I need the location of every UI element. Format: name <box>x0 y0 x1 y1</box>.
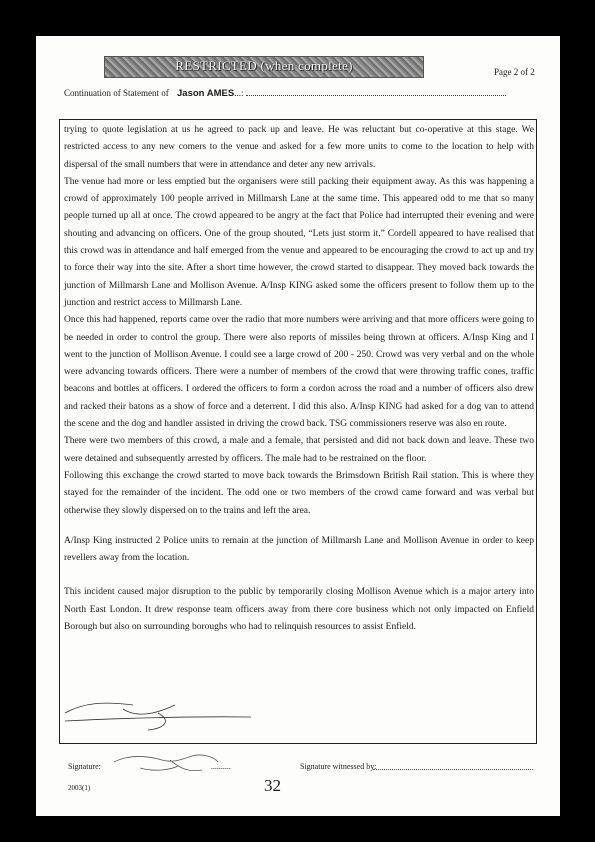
paragraph: This incident caused major disruption to the public by temporarily closing Mollison Avenue which is a major artery into North East London. It drew response team officers away from there core business which not only impacted on Enfield Borough but also on surrounding boroughs who had to relinquish resources to assist Enfield. <box>64 587 534 633</box>
statement-body <box>64 122 534 636</box>
handwritten-signature <box>110 748 220 774</box>
continuation-label: Continuation of Statement of <box>64 88 169 98</box>
paragraph: trying to quote legislation at us he agreed to pack up and leave. He was reluctant but co-operative at this stage. We restricted access to any new comers to the venue and asked for a few more units to come to the location to help with dispersal of the small numbers that were in attendance and deter any new arrivals. <box>64 125 534 170</box>
signature-label: Signature: <box>68 762 101 771</box>
paragraph: Once this had happened, reports came over the radio that more numbers were arriving and that more officers were going to be needed in order to control the group. There were also reports of missiles being thrown at officers. A/Insp King and I went to the junction of Mollison Avenue. I could see a large crowd of 200 - 250. Crowd was very verbal and on the whole were advancing towards officers. There were a number of members of the crowd that were throwing traffic cones, traffic beacons and bottles at officers. I ordered the officers to form a cordon across the road and a number of officers also drew and racked their batons as a show of force and a deterrent. I did this also. A/Insp KING had asked for a dog van to attend the scene and the dog and handler assisted in driving the crowd back. TSG commissioners reserve was also en route. <box>64 315 534 430</box>
statement-author-name: Jason AMES <box>177 88 235 99</box>
classification-text: RESTRICTED (when complete) <box>175 58 353 73</box>
form-code: 2003(1) <box>68 784 91 792</box>
witness-dotted-line <box>373 769 533 770</box>
signature-dots: .......... <box>210 762 231 771</box>
strike-through-scribble <box>63 691 253 731</box>
continuation-line <box>64 88 534 99</box>
paragraph: Following this exchange the crowd started to move back towards the Brimsdown British Rail station. This is where they stayed for the remainder of the incident. The odd one or two members of the crowd came forward and was verbal but otherwise they slowly dispersed on to the trains and left the area. <box>64 470 534 516</box>
witnessed-label: Signature witnessed by: <box>300 762 377 771</box>
classification-banner <box>104 56 424 78</box>
page-indicator: Page 2 of 2 <box>494 67 535 77</box>
paragraph: There were two members of this crowd, a male and a female, that persisted and did not back down and leave. These two were detained and subsequently arrested by officers. The male had to be restrained on the floor. <box>64 436 534 464</box>
page-number: 32 <box>264 776 281 795</box>
paragraph: A/Insp King instructed 2 Police units to remain at the junction of Millmarsh Lane and Mollison Avenue in order to keep revellers away from the location. <box>64 535 534 564</box>
name-suffix: ...: <box>234 88 244 98</box>
name-dotted-line <box>246 95 506 96</box>
paragraph: The venue had more or less emptied but the organisers were still packing their equipment away. As this was happening a crowd of approximately 100 people arrived in Millmarsh Lane at the same time. This appeared odd to me that so many people turned up all at once. The crowd appeared to be angry at the fact that Police had interrupted their evening and were shouting and advancing on officers. One of the group shouted, “Lets just storm it.” Cordell appeared to have realised that this crowd was in attendance and half emerged from the venue and appeared to be encouraging the crowd to act up and try to force their way into the site. After a short time however, the crowd started to disappear. They moved back towards the junction of Millmarsh Lane and Mollison Avenue. A/Insp KING asked some the officers present to follow them up to the junction and restrict access to Millmarsh Lane. <box>64 176 534 308</box>
statement-page <box>36 36 560 816</box>
